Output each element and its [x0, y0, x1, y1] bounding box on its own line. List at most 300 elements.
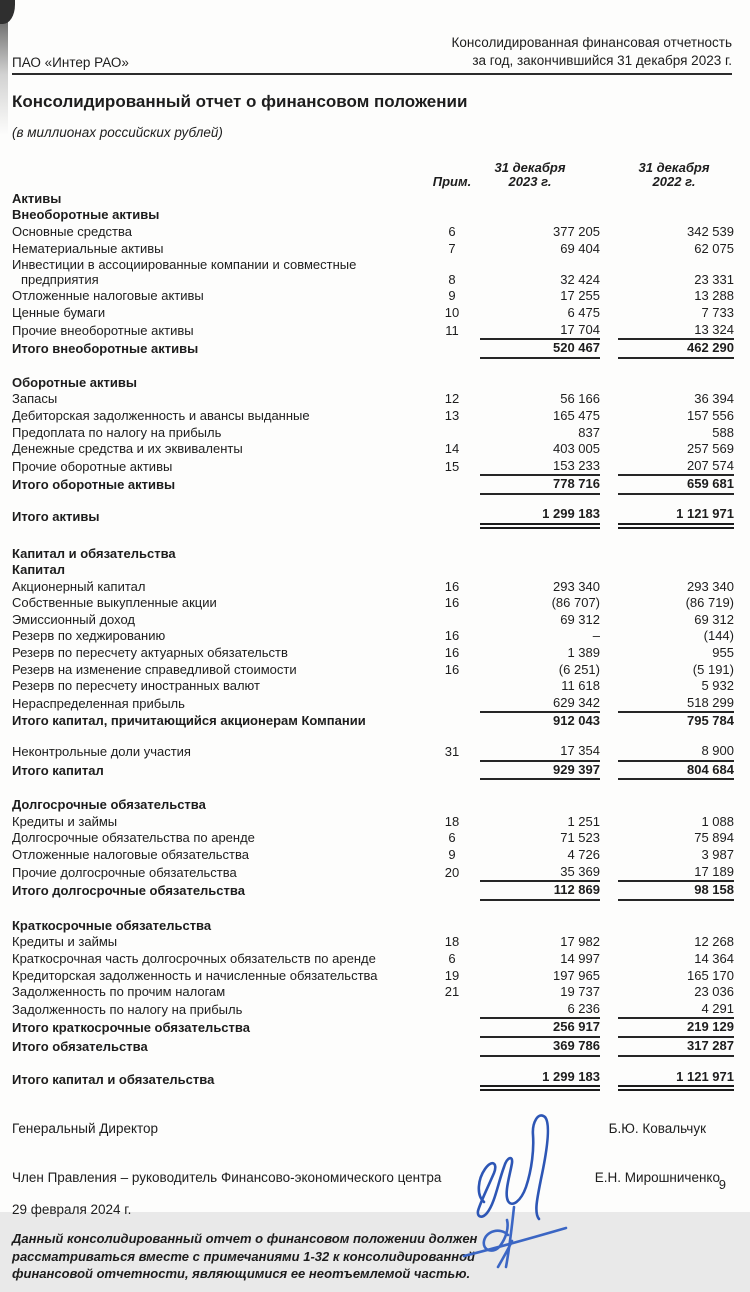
row-value-2022: 69 312: [694, 611, 734, 627]
report-reference: [452, 34, 732, 70]
row-note: [424, 375, 480, 392]
row-value-2022: 3 987: [701, 847, 734, 862]
total-row: [12, 761, 734, 780]
row-label: Основные средства: [12, 224, 132, 239]
row-note: [424, 612, 480, 629]
row-value-2023: [480, 546, 600, 563]
row-value-2023: 778 716: [480, 475, 600, 494]
row-label: Итого капитал и обязательства: [12, 1071, 215, 1087]
table-header-row: [12, 160, 734, 191]
row-value-2023: 35 369: [480, 864, 600, 882]
column-gap: [600, 761, 618, 780]
line-item-row: [12, 743, 734, 761]
spacer-row: [12, 1056, 734, 1069]
section-header-row: [12, 375, 734, 392]
row-note: [424, 207, 480, 224]
row-note: [424, 562, 480, 579]
row-note: 31: [444, 744, 460, 760]
row-value-2022: 5 932: [701, 678, 734, 694]
header-2023-line1: 31 декабря: [494, 159, 566, 175]
row-value-2023: 19 737: [560, 984, 600, 1000]
row-note: [424, 761, 480, 780]
row-label: Инвестиции в ассоциированные компании и совместные предприятия: [12, 257, 357, 287]
row-label: Итого внеоборотные активы: [12, 341, 199, 357]
row-value-2023: [480, 562, 600, 579]
row-value-2023: 11 618: [561, 678, 600, 694]
row-note: 8: [448, 271, 456, 287]
column-gap: [600, 1069, 618, 1089]
row-note: 16: [444, 628, 460, 644]
row-value-2022: 12 268: [694, 934, 734, 950]
signatory-name-1: Б.Ю. Ковальчук: [608, 1121, 706, 1137]
company-name: ПАО «Интер РАО»: [12, 54, 129, 70]
column-gap: [600, 458, 618, 476]
spacer-row: [12, 900, 734, 918]
header-note-cell: Прим.: [432, 174, 472, 190]
row-value-2023: [480, 375, 600, 392]
spacer-cell: [12, 900, 734, 918]
row-value-2023: 1 251: [567, 813, 600, 829]
column-gap: [600, 743, 618, 761]
row-value-2023: 17 704: [480, 322, 600, 340]
line-item-row: [12, 391, 734, 408]
line-item-row: [12, 441, 734, 458]
row-value-2022: 1 088: [701, 813, 734, 829]
line-item-row: [12, 288, 734, 305]
line-item-row: [12, 830, 734, 847]
column-gap: [600, 257, 618, 288]
column-gap: [600, 662, 618, 679]
column-gap: [600, 984, 618, 1001]
row-note: 18: [444, 934, 460, 950]
total-row: [12, 339, 734, 358]
row-note: 6: [448, 950, 456, 966]
row-value-2022: [618, 191, 734, 208]
header-2022-line1: 31 декабря: [638, 159, 710, 175]
column-gap: [600, 814, 618, 831]
row-note: [424, 339, 480, 358]
row-value-2022: 23 331: [694, 271, 734, 287]
row-value-2023: 293 340: [553, 578, 600, 594]
row-value-2022: 14 364: [694, 950, 734, 966]
column-gap: [600, 506, 618, 526]
row-label: Итого обязательства: [12, 1038, 148, 1054]
row-label: Эмиссионный доход: [12, 611, 136, 627]
row-note: 11: [445, 322, 459, 338]
row-value-2022: 7 733: [701, 304, 734, 320]
row-label: Внеоборотные активы: [12, 207, 160, 223]
signatory-name-2: Е.Н. Мирошниченко: [594, 1170, 720, 1186]
row-value-2023: 112 869: [480, 881, 600, 900]
row-value-2023: 912 043: [553, 713, 600, 729]
column-gap: [600, 628, 618, 645]
row-label: Акционерный капитал: [12, 578, 146, 594]
row-label: Итого капитал, причитающийся акционерам Компании: [12, 713, 366, 729]
footnote: Данный консолидированный отчет о финансовом положении должен рассматриваться вместе с примечаниями 1-32 к консолидированной финансовой отчетности, являющимися ее неотъемлемой частью.: [12, 1231, 478, 1282]
row-value-2022: 75 894: [694, 830, 734, 846]
row-note: 7: [448, 240, 456, 256]
row-label: Итого капитал: [12, 762, 104, 778]
column-gap: [600, 339, 618, 358]
column-gap: [600, 847, 618, 864]
header-2023-cell: [480, 160, 600, 191]
row-label: Резерв по пересчету иностранных валют: [12, 678, 260, 694]
signature-row-2: [12, 1170, 732, 1185]
header-gap-cell: [600, 160, 618, 191]
row-label: Предоплата по налогу на прибыль: [12, 424, 222, 440]
row-note: 16: [444, 578, 460, 594]
column-gap: [600, 918, 618, 935]
column-gap: [600, 864, 618, 882]
row-note: 16: [444, 645, 460, 661]
section-header-row: [12, 207, 734, 224]
signatory-title-1: Генеральный Директор: [12, 1121, 159, 1137]
column-gap: [600, 288, 618, 305]
row-note: 18: [444, 813, 460, 829]
total-row: [12, 881, 734, 900]
page-title: Консолидированный отчет о финансовом положении: [12, 91, 468, 111]
row-value-2023: 165 475: [553, 407, 600, 423]
section-header-row: [12, 918, 734, 935]
column-gap: [600, 1001, 618, 1019]
row-value-2022: 17 189: [618, 864, 734, 882]
row-value-2022: 1 121 971: [618, 1069, 734, 1089]
signature-block: [12, 1121, 732, 1283]
row-value-2022: 317 287: [618, 1037, 734, 1056]
line-item-row: [12, 678, 734, 695]
row-value-2022: (144): [703, 628, 734, 644]
row-value-2022: 1 121 971: [618, 506, 734, 526]
header-2023-line2: 2023 г.: [508, 174, 552, 190]
header-label-cell: [12, 160, 424, 191]
row-value-2022: 36 394: [694, 391, 734, 407]
row-value-2022: [618, 207, 734, 224]
header-2022-line2: 2022 г.: [652, 174, 696, 190]
row-label: Резерв по хеджированию: [12, 628, 166, 644]
line-item-row: [12, 662, 734, 679]
column-gap: [600, 830, 618, 847]
signatory-title-2: Член Правления – руководитель Финансово-экономического центра: [12, 1170, 442, 1186]
report-date: 29 февраля 2024 г.: [12, 1202, 132, 1218]
column-gap: [600, 562, 618, 579]
row-value-2023: [480, 207, 600, 224]
row-note: [424, 475, 480, 494]
row-value-2022: 342 539: [687, 224, 734, 239]
column-gap: [600, 951, 618, 968]
line-item-row: [12, 305, 734, 322]
column-gap: [600, 241, 618, 258]
spacer-cell: [12, 526, 734, 546]
column-gap: [600, 475, 618, 494]
row-value-2022: 13 324: [618, 322, 734, 340]
row-note: [424, 712, 480, 730]
row-label: Запасы: [12, 391, 58, 407]
row-label: Дебиторская задолженность и авансы выданные: [12, 407, 310, 423]
column-gap: [600, 645, 618, 662]
row-label: Краткосрочная часть долгосрочных обязательств по аренде: [12, 950, 376, 966]
row-value-2022: [618, 546, 734, 563]
column-gap: [600, 881, 618, 900]
spacer-cell: [12, 358, 734, 375]
spacer-cell: [12, 730, 734, 743]
statement-table: [12, 160, 734, 1092]
row-value-2022: 588: [712, 424, 734, 440]
row-value-2022: (86 719): [685, 595, 734, 611]
section-header-row: [12, 546, 734, 563]
row-value-2023: [480, 797, 600, 814]
row-note: [424, 191, 480, 208]
column-gap: [600, 1018, 618, 1037]
row-note: 13: [444, 407, 460, 423]
row-note: [424, 425, 480, 442]
row-value-2022: 207 574: [618, 458, 734, 476]
row-value-2023: 197 965: [553, 967, 600, 983]
row-value-2023: 17 255: [560, 288, 600, 304]
document-header: [12, 0, 732, 75]
row-value-2022: 165 170: [687, 967, 734, 983]
row-value-2022: 462 290: [618, 339, 734, 358]
row-note: [424, 1069, 480, 1089]
column-gap: [600, 1037, 618, 1056]
row-label: Капитал и обязательства: [12, 545, 176, 561]
row-note: 20: [444, 864, 460, 880]
row-value-2022: 293 340: [687, 578, 734, 594]
report-reference-line1: Консолидированная финансовая отчетность: [451, 35, 732, 50]
line-item-row: [12, 814, 734, 831]
row-label: Отложенные налоговые активы: [12, 288, 204, 304]
spacer-cell: [12, 494, 734, 506]
column-gap: [600, 712, 618, 730]
column-gap: [600, 408, 618, 425]
row-label: Краткосрочные обязательства: [12, 917, 212, 933]
row-value-2023: 69 312: [560, 611, 600, 627]
row-value-2023: 1 299 183: [480, 506, 600, 526]
row-note: 9: [448, 288, 456, 304]
row-label: Оборотные активы: [12, 374, 137, 390]
total-row: [12, 1069, 734, 1089]
row-label: Итого оборотные активы: [12, 477, 176, 493]
total-row: [12, 712, 734, 730]
column-gap: [600, 322, 618, 340]
line-item-row: [12, 847, 734, 864]
column-gap: [600, 595, 618, 612]
total-row: [12, 475, 734, 494]
row-label: Активы: [12, 190, 62, 206]
section-header-row: [12, 191, 734, 208]
line-item-row: [12, 968, 734, 985]
line-item-row: [12, 408, 734, 425]
row-value-2023: 837: [578, 424, 600, 440]
line-item-row: [12, 1001, 734, 1019]
row-note: [424, 797, 480, 814]
row-value-2023: 6 236: [480, 1001, 600, 1019]
column-gap: [600, 695, 618, 713]
row-value-2022: 804 684: [618, 761, 734, 780]
row-value-2023: 69 404: [560, 240, 600, 256]
row-note: 19: [444, 967, 460, 983]
line-item-row: [12, 934, 734, 951]
total-row: [12, 506, 734, 526]
row-note: [424, 546, 480, 563]
row-note: 10: [444, 304, 460, 320]
line-item-row: [12, 864, 734, 882]
row-label: Долгосрочные обязательства: [12, 797, 206, 813]
row-label: Резерв по пересчету актуарных обязательств: [12, 645, 288, 661]
row-label: Кредиторская задолженность и начисленные обязательства: [12, 967, 378, 983]
column-gap: [600, 375, 618, 392]
column-gap: [600, 191, 618, 208]
row-note: 21: [444, 984, 460, 1000]
total-row: [12, 1037, 734, 1056]
row-value-2023: 369 786: [480, 1037, 600, 1056]
column-gap: [600, 224, 618, 241]
line-item-row: [12, 425, 734, 442]
row-value-2022: 219 129: [618, 1018, 734, 1037]
line-item-row: [12, 612, 734, 629]
column-gap: [600, 305, 618, 322]
row-label: Капитал: [12, 562, 66, 578]
line-item-row: [12, 579, 734, 596]
line-item-row: [12, 257, 734, 288]
row-value-2023: 1 389: [567, 645, 600, 661]
report-reference-line2: за год, закончившийся 31 декабря 2023 г.: [472, 52, 732, 68]
row-label: Задолженность по прочим налогам: [12, 984, 226, 1000]
row-note: [424, 695, 480, 713]
row-value-2023: [480, 918, 600, 935]
row-label: Итого активы: [12, 508, 100, 524]
row-value-2023: (6 251): [558, 661, 600, 677]
column-gap: [600, 441, 618, 458]
column-gap: [600, 546, 618, 563]
spacer-row: [12, 730, 734, 743]
units-note: (в миллионах российских рублей): [12, 124, 223, 140]
line-item-row: [12, 322, 734, 340]
section-header-row: [12, 562, 734, 579]
column-gap: [600, 612, 618, 629]
section-header-row: [12, 797, 734, 814]
row-note: [424, 678, 480, 695]
row-label: Денежные средства и их эквиваленты: [12, 441, 243, 457]
row-label: Собственные выкупленные акции: [12, 595, 217, 611]
row-value-2023: 4 726: [567, 847, 600, 862]
row-value-2023: 17 354: [480, 743, 600, 761]
row-value-2023: 256 917: [480, 1018, 600, 1037]
line-item-row: [12, 695, 734, 713]
spacer-row: [12, 358, 734, 375]
column-gap: [600, 207, 618, 224]
row-value-2023: 403 005: [553, 441, 600, 457]
row-value-2023: –: [592, 628, 600, 644]
row-label: Кредиты и займы: [12, 813, 118, 829]
spacer-row: [12, 526, 734, 546]
line-item-row: [12, 241, 734, 258]
row-label: Нераспределенная прибыль: [12, 695, 185, 711]
line-item-row: [12, 224, 734, 241]
row-value-2023: 377 205: [553, 224, 600, 239]
row-value-2023: 1 299 183: [480, 1069, 600, 1089]
line-item-row: [12, 645, 734, 662]
row-note: 12: [444, 391, 460, 407]
row-label: Задолженность по налогу на прибыль: [12, 1001, 243, 1017]
row-note: 14: [444, 441, 460, 457]
total-row: [12, 1018, 734, 1037]
row-value-2023: [480, 191, 600, 208]
row-label: Ценные бумаги: [12, 304, 106, 320]
row-note: 16: [444, 661, 460, 677]
row-value-2022: 257 569: [687, 441, 734, 457]
line-item-row: [12, 595, 734, 612]
row-value-2022: [618, 375, 734, 392]
row-label: Итого краткосрочные обязательства: [12, 1020, 250, 1036]
row-value-2022: 659 681: [618, 475, 734, 494]
row-value-2022: 13 288: [694, 288, 734, 304]
spacer-cell: [12, 779, 734, 797]
row-label: Нематериальные активы: [12, 240, 164, 256]
row-label: Отложенные налоговые обязательства: [12, 847, 249, 862]
row-note: [424, 1001, 480, 1019]
row-label: Кредиты и займы: [12, 934, 118, 950]
column-gap: [600, 391, 618, 408]
line-item-row: [12, 458, 734, 476]
row-note: [424, 1018, 480, 1037]
page-number: 9: [718, 1177, 726, 1192]
row-note: 15: [444, 458, 460, 474]
row-value-2023: 520 467: [480, 339, 600, 358]
row-value-2022: 518 299: [618, 695, 734, 713]
column-gap: [600, 797, 618, 814]
column-gap: [600, 934, 618, 951]
row-label: Неконтрольные доли участия: [12, 744, 191, 760]
row-label: Прочие оборотные активы: [12, 458, 173, 474]
spacer-row: [12, 494, 734, 506]
row-value-2023: 71 523: [560, 830, 600, 846]
line-item-row: [12, 951, 734, 968]
row-note: 6: [448, 830, 456, 846]
row-value-2023: 6 475: [567, 304, 600, 320]
row-note: [424, 918, 480, 935]
row-value-2023: 56 166: [560, 391, 600, 407]
row-value-2022: 8 900: [618, 743, 734, 761]
row-label: Долгосрочные обязательства по аренде: [12, 830, 255, 846]
signature-row-1: [12, 1121, 732, 1136]
row-value-2023: 32 424: [560, 271, 600, 287]
row-value-2023: 14 997: [560, 950, 600, 966]
row-value-2022: 23 036: [694, 984, 734, 1000]
row-value-2022: (5 191): [692, 661, 734, 677]
row-value-2022: 795 784: [687, 713, 734, 729]
line-item-row: [12, 984, 734, 1001]
row-value-2022: [618, 797, 734, 814]
row-note: [424, 1037, 480, 1056]
row-value-2022: [618, 562, 734, 579]
line-item-row: [12, 628, 734, 645]
column-gap: [600, 678, 618, 695]
row-value-2022: 62 075: [694, 240, 734, 256]
row-value-2023: 17 982: [560, 934, 600, 950]
column-gap: [600, 579, 618, 596]
row-value-2022: 955: [712, 645, 734, 661]
row-note: 16: [444, 595, 460, 611]
header-2022-cell: [618, 160, 734, 191]
spacer-row: [12, 779, 734, 797]
row-value-2022: [618, 918, 734, 935]
column-gap: [600, 425, 618, 442]
row-note: [424, 506, 480, 526]
row-value-2022: 4 291: [618, 1001, 734, 1019]
row-value-2023: (86 707): [551, 595, 600, 611]
row-label: Резерв на изменение справедливой стоимости: [12, 661, 297, 677]
row-value-2023: 153 233: [480, 458, 600, 476]
